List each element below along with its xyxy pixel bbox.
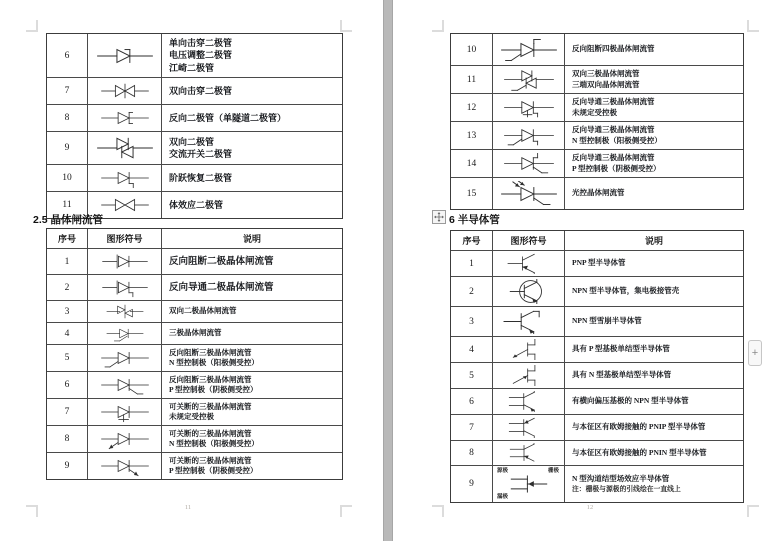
row-number-cell: 4 <box>469 344 474 355</box>
table-row <box>47 164 342 191</box>
description-cell <box>161 426 342 452</box>
plus-button[interactable]: + <box>748 340 762 366</box>
description-line: 有横向偏压基极的 NPN 型半导体管 <box>572 396 689 406</box>
column-header: 序号 <box>57 234 76 244</box>
symbol-cell <box>87 165 161 191</box>
table-row <box>451 414 743 440</box>
diode-table-continued <box>46 33 343 219</box>
description-cell <box>564 363 743 388</box>
ujt-p-base-icon <box>500 339 558 360</box>
description-line: 阶跃恢复二极管 <box>169 172 233 183</box>
description-line: 反向导通三极晶体闸流管 <box>572 125 655 134</box>
column-header: 说明 <box>161 229 342 248</box>
table-row <box>451 440 743 465</box>
symbol-cell <box>87 372 161 398</box>
symbol-cell <box>87 426 161 452</box>
description-cell <box>161 192 342 218</box>
table-row <box>451 306 743 336</box>
diode-reverse-icon <box>96 107 154 129</box>
margin-mark-top-left <box>432 20 444 32</box>
description-line: 双向击穿二极管 <box>169 85 233 96</box>
description-line: P 型控制极（阴极侧受控） <box>169 466 258 475</box>
margin-mark-top-left <box>26 20 38 32</box>
row-number-cell: 9 <box>64 143 70 153</box>
description-line: 光控晶体闸流管 <box>572 188 625 198</box>
description-line: P 型控制极（阴极侧受控） <box>572 163 661 173</box>
page-gap <box>383 0 393 541</box>
row-number-cell: 7 <box>64 407 70 417</box>
symbol-cell <box>492 389 564 414</box>
margin-mark-bottom-right <box>747 505 759 517</box>
symbol-cell <box>87 249 161 274</box>
thyristor-tetrode-icon <box>500 37 558 63</box>
table-row <box>451 34 743 65</box>
table-row <box>451 93 743 121</box>
description-cell <box>161 372 342 398</box>
description-line: NPN 型半导体管，集电极接管壳 <box>572 286 680 296</box>
description-line: P 型控制极（阴极侧受控） <box>169 385 258 394</box>
description-cell <box>564 415 743 440</box>
header-row <box>47 229 342 248</box>
description-cell <box>564 389 743 414</box>
symbol-cell <box>87 78 161 104</box>
symbol-cell <box>492 251 564 276</box>
table-row <box>451 177 743 209</box>
margin-mark-bottom-left <box>26 505 38 517</box>
description-cell <box>161 78 342 104</box>
table-row <box>47 398 342 425</box>
symbol-cell <box>87 399 161 425</box>
page-number: 12 <box>586 504 594 511</box>
symbol-cell <box>492 94 564 121</box>
margin-mark-top-right <box>747 20 759 32</box>
row-number-cell: 11 <box>466 74 477 85</box>
table-row <box>47 77 342 104</box>
table-row <box>47 300 342 322</box>
row-number-cell: 10 <box>466 44 477 55</box>
description-line: 具有 N 型基极单结型半导体管 <box>572 370 672 380</box>
description-cell <box>161 275 342 300</box>
transistor-pnin-icon <box>500 443 558 463</box>
description-line: 反向导通三极晶体闸流管 <box>572 97 655 106</box>
symbol-cell <box>87 323 161 344</box>
row-number-cell: 2 <box>469 286 474 297</box>
diode-step-recovery-icon <box>96 167 154 189</box>
table-row <box>451 388 743 414</box>
description-cell <box>161 323 342 344</box>
description-cell <box>564 307 743 336</box>
thyristor-diode-reverse-conducting-icon <box>96 277 154 298</box>
section-heading-thyristor: 2.5 晶体闸流管 <box>33 214 104 226</box>
row-number-cell: 7 <box>64 86 70 96</box>
row-number-cell: 7 <box>469 422 474 433</box>
section-heading-semiconductor: 6 半导体管 <box>449 214 500 226</box>
table-row <box>47 452 342 479</box>
transistor-table <box>450 230 744 503</box>
table-row <box>47 248 342 274</box>
description-line: 江崎二极管 <box>169 62 215 73</box>
ujt-n-base-icon <box>500 365 558 386</box>
description-line: 可关断的三极晶体闸流管 <box>169 401 252 411</box>
description-cell <box>161 165 342 191</box>
description-line: 反向阻断二极晶体闸流管 <box>169 256 274 267</box>
symbol-cell <box>87 105 161 131</box>
diode-body-effect-icon <box>96 194 154 216</box>
symbol-cell <box>87 34 161 77</box>
description-line: 可关断的三极晶体闸流管 <box>169 455 252 465</box>
row-number-cell: 6 <box>64 50 70 61</box>
row-number-cell: 10 <box>62 173 72 183</box>
description-cell <box>564 441 743 465</box>
row-number-cell: 2 <box>64 282 70 293</box>
symbol-terminal-label: 漏极 <box>497 494 509 500</box>
table-row <box>451 336 743 362</box>
diode-diac-icon <box>96 135 154 161</box>
thyristor-diode-bidirectional-icon <box>96 303 154 320</box>
header-row <box>451 231 743 250</box>
symbol-cell <box>492 363 564 388</box>
row-number-cell: 3 <box>64 306 70 317</box>
description-line: 三端双向晶体闸流管 <box>572 79 640 89</box>
row-number-cell: 5 <box>64 353 70 363</box>
description-line: 反向阻断三极晶体闸流管 <box>169 374 252 384</box>
table-row <box>47 425 342 452</box>
margin-mark-bottom-right <box>340 505 352 517</box>
description-line: 反向阻断四极晶体闸流管 <box>572 44 655 54</box>
description-line: 双向三极晶体闸流管 <box>572 69 640 78</box>
document-page-right[interactable] <box>393 0 780 541</box>
table-row <box>47 274 342 300</box>
table-row <box>451 65 743 93</box>
thyristor-reverse-conducting-icon <box>500 96 558 119</box>
document-page-left[interactable] <box>0 0 383 541</box>
description-line: 反向二极管（单隧道二极管） <box>169 112 287 123</box>
thyristor-triode-n-gate-icon <box>96 347 154 369</box>
margin-mark-bottom-left <box>432 505 444 517</box>
symbol-cell <box>492 415 564 440</box>
symbol-cell <box>492 150 564 177</box>
row-number-cell: 12 <box>466 102 477 113</box>
symbol-terminal-label: 源极 <box>497 468 509 474</box>
symbol-cell <box>87 275 161 300</box>
symbol-cell <box>87 301 161 322</box>
table-row <box>451 250 743 276</box>
description-line: 反向导通二极晶体闸流管 <box>169 282 274 293</box>
description-cell <box>564 34 743 65</box>
column-header: 图形符号 <box>492 231 564 250</box>
row-number-cell: 3 <box>469 316 474 327</box>
thyristor-light-activated-icon <box>500 181 558 207</box>
description-line: 交流开关二极管 <box>169 149 233 159</box>
description-line: 反向阻断三极晶体闸流管 <box>169 347 252 357</box>
row-number-cell: 8 <box>469 448 474 458</box>
description-cell <box>564 94 743 121</box>
table-row <box>451 276 743 306</box>
row-number-cell: 9 <box>469 479 474 489</box>
description-line: 体效应二极管 <box>169 199 224 210</box>
page-number: 11 <box>184 504 192 511</box>
table-row <box>47 131 342 164</box>
thyristor-triode-icon <box>96 325 154 342</box>
description-cell <box>564 150 743 177</box>
thyristor-gto-n-gate-icon <box>96 428 154 450</box>
diode-zener-icon <box>96 43 154 69</box>
description-line: 三极晶体闸流管 <box>169 328 222 338</box>
description-cell <box>161 399 342 425</box>
description-cell <box>564 277 743 306</box>
description-line: 未规定受控极 <box>572 107 617 117</box>
transistor-pnp-icon <box>500 253 558 274</box>
row-number-cell: 13 <box>466 130 477 141</box>
description-cell <box>161 453 342 479</box>
symbol-cell <box>87 453 161 479</box>
description-line: N 型控制极（阳极侧受控） <box>572 135 662 145</box>
row-number-cell: 6 <box>469 396 474 407</box>
symbol-terminal-label: 栅极 <box>547 468 559 474</box>
table-row <box>451 121 743 149</box>
description-cell <box>564 466 743 502</box>
symbol-cell <box>492 441 564 465</box>
symbol-cell <box>492 466 564 502</box>
row-number-cell: 1 <box>469 258 474 269</box>
table-move-handle-icon[interactable] <box>432 210 446 224</box>
description-cell <box>161 301 342 322</box>
description-cell <box>564 66 743 93</box>
table-row <box>47 104 342 131</box>
table-row <box>47 344 342 371</box>
description-line: 单向击穿二极管 <box>169 37 233 48</box>
row-number-cell: 6 <box>64 380 70 390</box>
symbol-cell <box>492 178 564 209</box>
column-header: 图形符号 <box>87 229 161 248</box>
table-row <box>47 322 342 344</box>
description-line: 反向导通三极晶体闸流管 <box>572 153 655 162</box>
symbol-cell <box>492 122 564 149</box>
description-note: 注：栅极与源极的引线绘在一直线上 <box>572 485 681 493</box>
description-cell <box>161 105 342 131</box>
table-row <box>451 465 743 502</box>
description-line: 可关断的三极晶体闸流管 <box>169 428 252 438</box>
description-cell <box>161 132 342 164</box>
column-header: 序号 <box>462 236 481 246</box>
description-line: 电压调整二极管 <box>169 50 233 61</box>
row-number-cell: 11 <box>62 200 72 210</box>
description-line: N 型控制极（阳极侧受控） <box>169 439 259 448</box>
thyristor-table <box>46 228 343 480</box>
symbol-cell <box>492 277 564 306</box>
description-line: 双向二极晶体闸流管 <box>169 306 237 316</box>
row-number-cell: 5 <box>469 370 474 381</box>
transistor-npn-avalanche-icon <box>500 309 558 334</box>
triac-icon <box>500 68 558 91</box>
description-line: PNP 型半导体管 <box>572 258 626 268</box>
row-number-cell: 1 <box>64 256 70 267</box>
transistor-npn-lateral-bias-icon <box>500 391 558 412</box>
description-line: 与本征区有欧姆接触的 PNIN 型半导体管 <box>572 447 707 457</box>
description-cell <box>161 249 342 274</box>
description-line: 与本征区有欧姆接触的 PNIP 型半导体管 <box>572 422 706 432</box>
description-line: 未规定受控极 <box>169 412 214 421</box>
thyristor-triode-p-gate-icon <box>96 374 154 396</box>
thyristor-gto-icon <box>96 401 154 423</box>
description-line: N 型控制极（阳极侧受控） <box>169 358 259 367</box>
description-cell <box>161 345 342 371</box>
row-number-cell: 14 <box>466 158 477 169</box>
symbol-cell <box>492 307 564 336</box>
transistor-npn-envelope-icon <box>500 279 558 304</box>
thyristor-reverse-conducting-n-gate-icon <box>500 124 558 147</box>
description-cell <box>564 337 743 362</box>
description-cell <box>564 251 743 276</box>
jfet-n-channel-icon <box>500 471 558 497</box>
row-number-cell: 15 <box>466 188 477 199</box>
symbol-cell <box>492 66 564 93</box>
description-line: NPN 型雪崩半导体管 <box>572 316 642 326</box>
diode-bidirectional-breakdown-icon <box>96 80 154 102</box>
row-number-cell: 8 <box>64 434 70 444</box>
symbol-cell <box>87 132 161 164</box>
row-number-cell: 8 <box>64 113 70 123</box>
thyristor-table-continued <box>450 33 744 210</box>
description-line: 双向二极管 <box>169 136 215 147</box>
description-cell <box>564 122 743 149</box>
symbol-cell <box>492 337 564 362</box>
margin-mark-top-right <box>340 20 352 32</box>
table-row <box>451 149 743 177</box>
description-line: N 型沟道结型场效应半导体管 <box>572 474 670 484</box>
thyristor-diode-reverse-blocking-icon <box>96 251 154 272</box>
thyristor-gto-p-gate-icon <box>96 455 154 477</box>
column-header: 说明 <box>564 231 743 250</box>
row-number-cell: 4 <box>64 328 70 339</box>
table-row <box>47 34 342 77</box>
row-number-cell: 9 <box>64 461 70 471</box>
description-cell <box>161 34 342 77</box>
description-cell <box>564 178 743 209</box>
symbol-cell <box>492 34 564 65</box>
symbol-cell <box>87 345 161 371</box>
thyristor-reverse-conducting-p-gate-icon <box>500 152 558 175</box>
table-row <box>47 371 342 398</box>
transistor-pnip-icon <box>500 417 558 438</box>
table-row <box>451 362 743 388</box>
description-line: 具有 P 型基极单结型半导体管 <box>572 344 670 354</box>
